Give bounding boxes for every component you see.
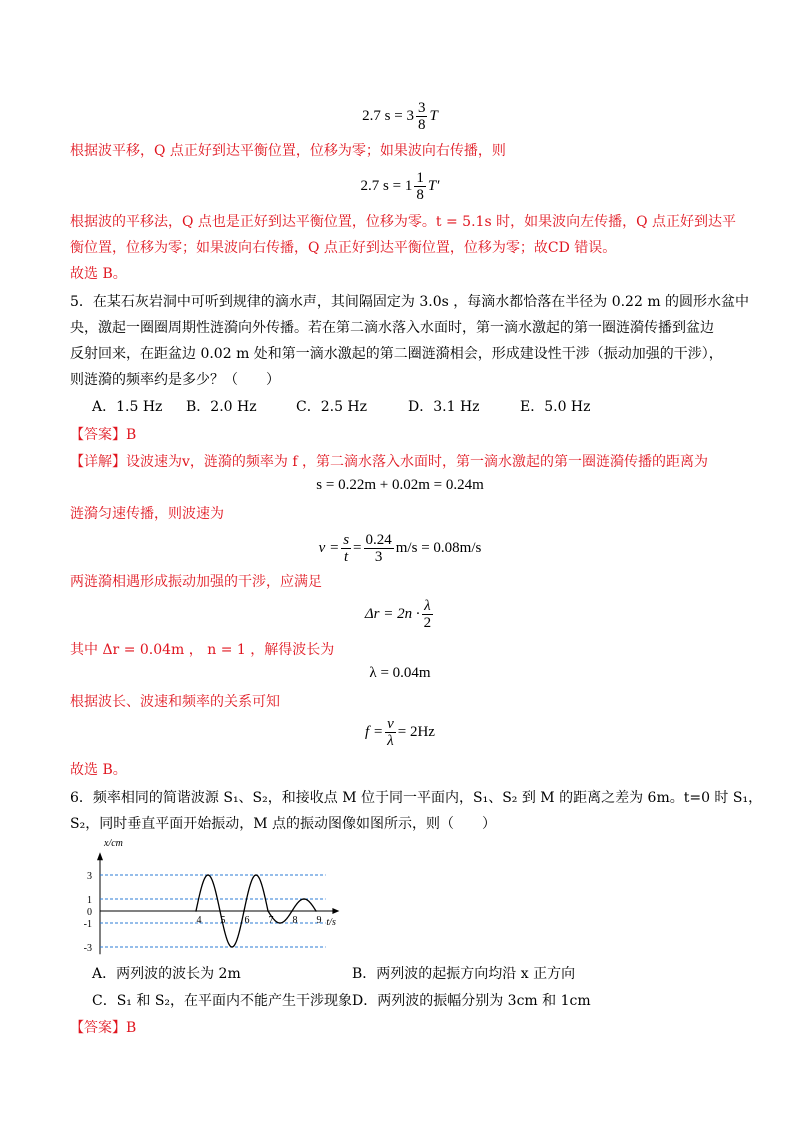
data-point [207, 874, 209, 876]
data-point [291, 910, 293, 912]
q6-option-d: D．两列波的振幅分别为 3cm 和 1cm [352, 993, 591, 1009]
x-tick-label: 7 [268, 915, 274, 926]
data-point [231, 946, 233, 948]
choose-b-1: 故选 B。 [70, 266, 127, 282]
q6-option-a: A．两列波的波长为 2m [92, 966, 241, 982]
y-axis-label: x/cm [104, 838, 123, 849]
q6-option-b: B．两列波的起振方向均沿 x 正方向 [352, 966, 576, 982]
q5-line4: 则涟漪的频率约是多少？（ ） [70, 372, 280, 388]
y-tick-label: 1 [87, 895, 92, 906]
y-tick-label: -3 [83, 943, 92, 954]
equation-2-7s-3-3-8T: 2.7 s = 3 $\frac{3}{8}$ T [362, 100, 438, 133]
text-line2b: 衡位置，位移为零；如果波向右传播，Q 点正好到达平衡位置，位移为零；故CD 错误。 [70, 240, 617, 256]
q5-text-relation: 根据波长、波速和频率的关系可知 [70, 694, 280, 710]
vibration-graph [70, 836, 360, 956]
q5-choose-b: 故选 B。 [70, 762, 127, 778]
q6-line1: 6．频率相同的简谐波源 S₁、S₂，和接收点 M 位于同一平面内，S₁、S₂ 到 M 的距离之差为 6m。t=0 时 S₁， [70, 790, 763, 806]
q5-text-where: 其中 Δr = 0.04m ， n = 1 ，解得波长为 [70, 642, 335, 658]
q5-eq-f: f = $\frac{v}{\lambda}$ = 2Hz [365, 716, 435, 749]
q6-answer: 【答案】B [70, 1020, 137, 1036]
q5-line3: 反射回来，在距盆边 0.02 m 处和第一滴水激起的第二圈涟漪相会，形成建设性干涉（振动加强的干涉）， [70, 346, 723, 362]
equation-2-7s-1-1-8T: 2.7 s = 1 $\frac{1}{8}$ T′ [360, 170, 440, 203]
data-point [243, 910, 245, 912]
q5-eq-lambda: λ = 0.04m [369, 665, 431, 681]
q5-option-d: D．3.1 Hz [408, 399, 480, 415]
q5-line1: 5．在某石灰岩洞中可听到规律的滴水声，其间隔固定为 3.0s ，每滴水都恰落在半径为 0.22 m 的圆形水盆中 [70, 294, 750, 310]
q5-answer: 【答案】B [70, 427, 137, 443]
text-line1: 根据波平移，Q 点正好到达平衡位置，位移为零；如果波向右传播，则 [70, 143, 506, 159]
q5-option-c: C．2.5 Hz [296, 399, 368, 415]
y-tick-label: 0 [87, 907, 92, 918]
x-tick-label: 6 [244, 915, 250, 926]
eq1-fraction: $\frac{3}{8}$ [417, 100, 426, 133]
q5-option-b: B．2.0 Hz [186, 399, 257, 415]
q5-eq-s: s = 0.22m + 0.02m = 0.24m [316, 477, 484, 493]
q5-option-a: A．1.5 Hz [92, 399, 163, 415]
data-point [279, 922, 281, 924]
q6-option-c: C．S₁ 和 S₂，在平面内不能产生干涉现象 [92, 993, 353, 1009]
eq1-lhs: 2.7 s = 3 [362, 107, 414, 124]
text-line2a: 根据波的平移法，Q 点也是正好到达平衡位置，位移为零。t = 5.1s 时，如果波向左传播，Q 点正好到达平 [70, 214, 737, 230]
q5-detail: 【详解】设波速为v，涟漪的频率为 f ，第二滴水落入水面时，第一滴水激起的第一圈涟漪传播的距离为 [70, 454, 708, 470]
q5-option-e: E．5.0 Hz [520, 399, 591, 415]
y-axis-arrow [97, 852, 103, 860]
x-tick-label: 4 [196, 915, 202, 926]
data-point [255, 874, 257, 876]
data-point [195, 910, 197, 912]
y-tick-label: 3 [87, 871, 92, 882]
y-tick-label: -1 [83, 919, 92, 930]
q5-eq-delta-r: Δr = 2n · $\frac{\lambda}{2}$ [364, 598, 432, 631]
x-tick-label: 9 [316, 915, 322, 926]
eq2-fraction: $\frac{1}{8}$ [416, 170, 424, 203]
q6-line2: S₂，同时垂直平面开始振动，M 点的振动图像如图所示，则（ ） [70, 816, 496, 832]
data-point [267, 910, 269, 912]
q5-text-speed: 涟漪匀速传播，则波速为 [70, 506, 224, 522]
data-point [315, 910, 317, 912]
x-tick-label: 8 [292, 915, 298, 926]
data-point [219, 910, 221, 912]
x-axis-label: t/s [326, 917, 336, 928]
data-point [303, 898, 305, 900]
x-axis-arrow [332, 908, 339, 914]
q5-text-interference: 两涟漪相遇形成振动加强的干涉，应满足 [70, 574, 322, 590]
q5-line2: 央，激起一圈圈周期性涟漪向外传播。若在第二滴水落入水面时，第一滴水激起的第一圈涟漪传播到盆边 [70, 320, 714, 336]
q5-eq-v: v = $\frac{s}{t}$ = $\frac{0.24}{3}$ m/s = 0.08m/s [318, 532, 482, 565]
x-tick-label: 5 [220, 915, 226, 926]
